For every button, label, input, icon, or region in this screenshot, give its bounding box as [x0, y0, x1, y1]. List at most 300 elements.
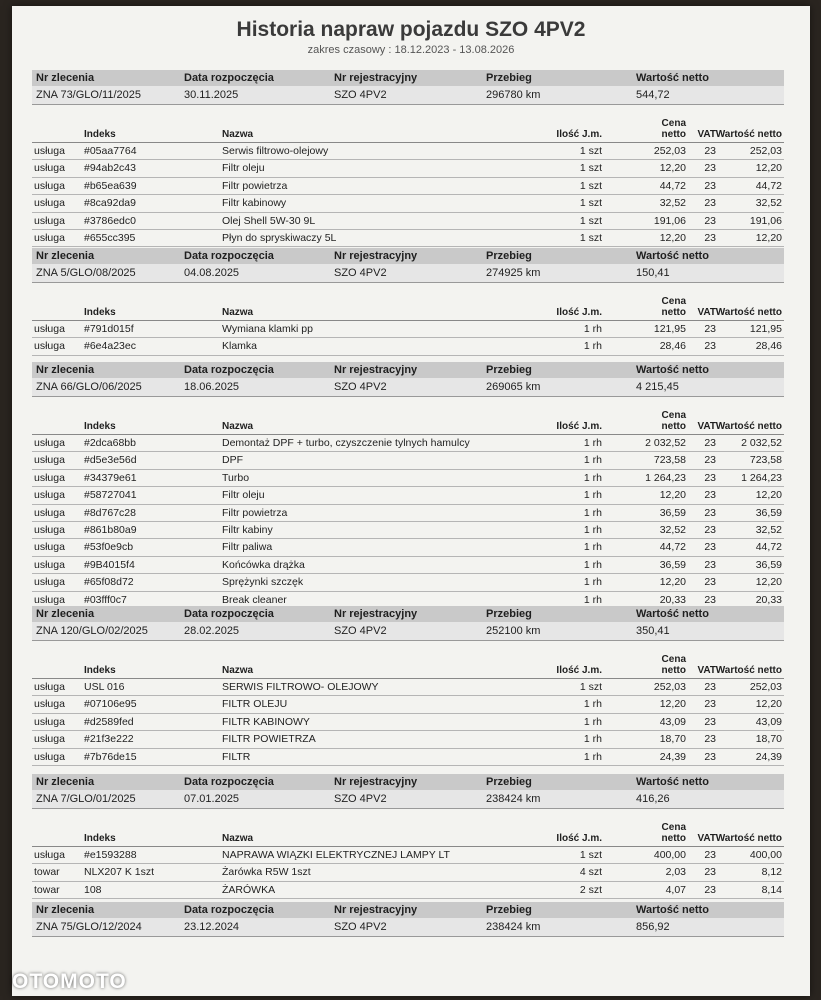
- table-cell: usługa: [34, 437, 65, 449]
- order-mileage: 274925 km: [486, 267, 541, 279]
- table-cell: 23: [704, 231, 716, 244]
- table-cell: ŻARÓWKA: [222, 883, 276, 896]
- order-header-cell: Nr zlecenia: [36, 364, 95, 376]
- items-header-index: Indeks: [84, 307, 116, 318]
- items-header-index: Indeks: [84, 421, 116, 432]
- items-header-name: Nazwa: [222, 307, 254, 318]
- table-cell: Filtr kabinowy: [222, 197, 287, 210]
- table-cell: usługa: [34, 750, 65, 763]
- order-number: ZNA 5/GLO/08/2025: [36, 267, 136, 279]
- table-cell: 1 264,23: [741, 471, 782, 484]
- order-header: [32, 774, 784, 790]
- table-cell: 1 rh: [583, 323, 602, 335]
- repair-order: [32, 70, 784, 244]
- table-cell: #07106e95: [84, 698, 137, 711]
- table-cell: 2 szt: [579, 883, 602, 896]
- table-cell: 8,12: [761, 866, 782, 879]
- table-cell: Demontaż DPF + turbo, czyszczenie tylnych hamulcy: [222, 437, 470, 449]
- table-cell: 400,00: [653, 849, 686, 861]
- order-registration: SZO 4PV2: [334, 921, 387, 933]
- table-cell: #94ab2c43: [84, 162, 136, 175]
- order-header-cell: Nr rejestracyjny: [334, 364, 418, 376]
- table-cell: 43,09: [755, 715, 782, 728]
- table-cell: usługa: [34, 681, 65, 693]
- table-cell: 252,03: [653, 681, 686, 693]
- table-cell: Break cleaner: [222, 593, 287, 606]
- table-cell: 23: [704, 214, 716, 227]
- order-registration: SZO 4PV2: [334, 793, 387, 805]
- table-row: [32, 487, 784, 504]
- table-cell: #861b80a9: [84, 523, 137, 536]
- table-cell: #05aa7764: [84, 145, 137, 157]
- table-cell: 1 szt: [579, 162, 602, 175]
- table-cell: NLX207 K 1szt: [84, 866, 155, 879]
- table-cell: #34379e61: [84, 471, 137, 484]
- table-cell: 121,95: [749, 323, 782, 335]
- items-header-index: Indeks: [84, 833, 116, 844]
- table-cell: 12,20: [659, 162, 686, 175]
- table-cell: 1 rh: [583, 506, 602, 519]
- order-values: [32, 790, 784, 809]
- repair-order: [32, 606, 784, 763]
- items-header-index: Indeks: [84, 129, 116, 140]
- table-cell: 23: [704, 145, 716, 157]
- items-header-vat: VAT: [697, 665, 716, 676]
- table-cell: 4,07: [665, 883, 686, 896]
- order-mileage: 238424 km: [486, 921, 541, 933]
- table-cell: Filtr paliwa: [222, 541, 273, 554]
- repair-order: [32, 902, 784, 937]
- order-values: [32, 378, 784, 397]
- order-date: 23.12.2024: [184, 921, 240, 933]
- table-cell: #e1593288: [84, 849, 137, 861]
- table-cell: 23: [704, 162, 716, 175]
- order-header-cell: Nr rejestracyjny: [334, 250, 418, 262]
- items-header-vat: VAT: [697, 833, 716, 844]
- table-cell: 23: [704, 576, 716, 589]
- table-cell: FILTR KABINOWY: [222, 715, 310, 728]
- items-header: [32, 412, 784, 435]
- table-cell: #65f08d72: [84, 576, 134, 589]
- items-table: [32, 298, 784, 356]
- items-header-vat: VAT: [697, 421, 716, 432]
- table-cell: usługa: [34, 489, 65, 502]
- table-cell: #3786edc0: [84, 214, 136, 227]
- table-cell: 108: [84, 883, 102, 896]
- table-cell: 191,06: [749, 214, 782, 227]
- table-cell: usługa: [34, 471, 65, 484]
- order-header-cell: Wartość netto: [636, 904, 709, 916]
- table-cell: 32,52: [755, 523, 782, 536]
- table-cell: usługa: [34, 576, 65, 589]
- table-cell: 23: [704, 681, 716, 693]
- table-cell: 191,06: [653, 214, 686, 227]
- order-mileage: 252100 km: [486, 625, 541, 637]
- table-cell: 723,58: [653, 454, 686, 467]
- table-cell: 23: [704, 849, 716, 861]
- document-page: [12, 6, 810, 996]
- date-range: zakres czasowy : 18.12.2023 - 13.08.2026: [307, 44, 515, 56]
- table-cell: Filtr oleju: [222, 489, 265, 502]
- table-row: [32, 714, 784, 731]
- table-row: [32, 338, 784, 355]
- table-cell: Filtr kabiny: [222, 523, 273, 536]
- table-cell: 1 rh: [583, 558, 602, 571]
- table-cell: usługa: [34, 214, 65, 227]
- table-row: [32, 574, 784, 591]
- order-mileage: 296780 km: [486, 89, 541, 101]
- table-cell: 20,33: [659, 593, 686, 606]
- repair-order: [32, 248, 784, 353]
- table-cell: Olej Shell 5W-30 9L: [222, 214, 316, 227]
- order-number: ZNA 7/GLO/01/2025: [36, 793, 136, 805]
- table-cell: 23: [704, 733, 716, 746]
- table-cell: 1 rh: [583, 437, 602, 449]
- table-cell: #03fff0c7: [84, 593, 127, 606]
- order-header: [32, 902, 784, 918]
- order-header-cell: Przebieg: [486, 904, 532, 916]
- table-cell: 44,72: [659, 541, 686, 554]
- table-cell: 2,03: [665, 866, 686, 879]
- table-cell: Serwis filtrowo-olejowy: [222, 145, 329, 157]
- order-header-cell: Data rozpoczęcia: [184, 364, 274, 376]
- table-cell: #d2589fed: [84, 715, 134, 728]
- order-mileage: 269065 km: [486, 381, 541, 393]
- items-header-name: Nazwa: [222, 421, 254, 432]
- items-table: [32, 824, 784, 899]
- table-cell: 20,33: [755, 593, 782, 606]
- order-date: 28.02.2025: [184, 625, 240, 637]
- table-cell: #21f3e222: [84, 733, 134, 746]
- order-header-cell: Nr rejestracyjny: [334, 608, 418, 620]
- table-cell: Filtr oleju: [222, 162, 265, 175]
- items-header-name: Nazwa: [222, 665, 254, 676]
- order-header-cell: Data rozpoczęcia: [184, 904, 274, 916]
- table-cell: #655cc395: [84, 231, 136, 244]
- table-cell: #791d015f: [84, 323, 134, 335]
- table-cell: USL 016: [84, 681, 125, 693]
- table-cell: SERWIS FILTROWO- OLEJOWY: [222, 681, 379, 693]
- items-header: [32, 120, 784, 143]
- table-row: [32, 213, 784, 230]
- order-header-cell: Nr zlecenia: [36, 776, 95, 788]
- table-cell: DPF: [222, 454, 243, 467]
- table-cell: 252,03: [749, 145, 782, 157]
- items-header-price: netto: [661, 129, 686, 140]
- table-row: [32, 539, 784, 556]
- table-cell: 24,39: [755, 750, 782, 763]
- table-cell: #53f0e9cb: [84, 541, 134, 554]
- table-cell: 23: [704, 437, 716, 449]
- table-cell: 32,52: [659, 523, 686, 536]
- table-cell: usługa: [34, 593, 65, 606]
- table-row: [32, 749, 784, 766]
- table-cell: Turbo: [222, 471, 250, 484]
- table-cell: usługa: [34, 145, 65, 157]
- table-cell: towar: [34, 883, 60, 896]
- order-value: 150,41: [636, 267, 670, 279]
- table-cell: Żarówka R5W 1szt: [222, 866, 311, 879]
- items-header: [32, 656, 784, 679]
- table-cell: Końcówka drążka: [222, 558, 305, 571]
- table-cell: 1 rh: [583, 750, 602, 763]
- order-header: [32, 606, 784, 622]
- table-cell: 18,70: [659, 733, 686, 746]
- table-cell: usługa: [34, 715, 65, 728]
- order-header-cell: Nr rejestracyjny: [334, 776, 418, 788]
- items-header-vat: VAT: [697, 307, 716, 318]
- order-header-cell: Data rozpoczęcia: [184, 776, 274, 788]
- items-header-total: Wartość netto: [715, 421, 782, 432]
- order-date: 04.08.2025: [184, 267, 240, 279]
- items-header-qty: Ilość J.m.: [556, 421, 602, 432]
- table-cell: #8ca92da9: [84, 197, 136, 210]
- order-date: 18.06.2025: [184, 381, 240, 393]
- table-cell: usługa: [34, 558, 65, 571]
- table-cell: 1 rh: [583, 340, 602, 353]
- items-header: [32, 824, 784, 847]
- table-cell: usługa: [34, 197, 65, 210]
- items-header-price-top: Cena: [661, 822, 686, 833]
- items-header-name: Nazwa: [222, 129, 254, 140]
- order-header-cell: Nr zlecenia: [36, 250, 95, 262]
- order-header-cell: Wartość netto: [636, 364, 709, 376]
- table-cell: 23: [704, 750, 716, 763]
- table-cell: usługa: [34, 162, 65, 175]
- items-table: [32, 120, 784, 247]
- table-row: [32, 557, 784, 574]
- items-header-qty: Ilość J.m.: [556, 665, 602, 676]
- items-header-price: netto: [661, 833, 686, 844]
- table-cell: 1 szt: [579, 681, 602, 693]
- items-header-price: netto: [661, 307, 686, 318]
- table-cell: 32,52: [659, 197, 686, 210]
- table-cell: Filtr powietrza: [222, 506, 288, 519]
- order-header-cell: Wartość netto: [636, 72, 709, 84]
- table-cell: 723,58: [749, 454, 782, 467]
- table-cell: 36,59: [755, 506, 782, 519]
- table-cell: usługa: [34, 454, 65, 467]
- order-header-cell: Data rozpoczęcia: [184, 250, 274, 262]
- table-cell: 2 032,52: [741, 437, 782, 449]
- table-cell: Płyn do spryskiwaczy 5L: [222, 231, 337, 244]
- table-cell: 36,59: [659, 558, 686, 571]
- table-row: [32, 452, 784, 469]
- table-cell: FILTR: [222, 750, 251, 763]
- order-header-cell: Data rozpoczęcia: [184, 72, 274, 84]
- table-cell: 12,20: [755, 576, 782, 589]
- items-header-total: Wartość netto: [715, 665, 782, 676]
- order-header-cell: Nr rejestracyjny: [334, 904, 418, 916]
- table-cell: 12,20: [659, 489, 686, 502]
- table-row: [32, 882, 784, 899]
- table-cell: 1 rh: [583, 698, 602, 711]
- table-cell: 2 032,52: [645, 437, 686, 449]
- table-cell: 121,95: [653, 323, 686, 335]
- table-row: [32, 731, 784, 748]
- table-cell: usługa: [34, 523, 65, 536]
- table-cell: usługa: [34, 849, 65, 861]
- table-cell: 12,20: [755, 231, 782, 244]
- table-cell: 28,46: [755, 340, 782, 353]
- order-header-cell: Przebieg: [486, 608, 532, 620]
- table-cell: 252,03: [653, 145, 686, 157]
- table-cell: 44,72: [659, 179, 686, 192]
- order-header-cell: Wartość netto: [636, 608, 709, 620]
- items-header-qty: Ilość J.m.: [556, 129, 602, 140]
- items-header-price: netto: [661, 665, 686, 676]
- table-cell: Klamka: [222, 340, 258, 353]
- table-cell: #6e4a23ec: [84, 340, 136, 353]
- order-value: 416,26: [636, 793, 670, 805]
- table-cell: 23: [704, 454, 716, 467]
- table-cell: #8d767c28: [84, 506, 136, 519]
- table-cell: 1 szt: [579, 849, 602, 861]
- table-row: [32, 696, 784, 713]
- table-cell: 1 rh: [583, 489, 602, 502]
- items-header-total: Wartość netto: [715, 307, 782, 318]
- table-cell: 12,20: [659, 576, 686, 589]
- table-cell: #9B4015f4: [84, 558, 135, 571]
- table-cell: 1 szt: [579, 179, 602, 192]
- table-cell: towar: [34, 866, 60, 879]
- table-cell: 23: [704, 593, 716, 606]
- table-cell: 1 rh: [583, 541, 602, 554]
- table-cell: Sprężynki szczęk: [222, 576, 304, 589]
- order-number: ZNA 73/GLO/11/2025: [36, 89, 141, 101]
- table-cell: 1 rh: [583, 715, 602, 728]
- table-cell: 23: [704, 523, 716, 536]
- table-row: [32, 505, 784, 522]
- table-row: [32, 160, 784, 177]
- table-cell: 23: [704, 179, 716, 192]
- table-row: [32, 195, 784, 212]
- table-cell: 43,09: [659, 715, 686, 728]
- table-cell: 1 264,23: [645, 471, 686, 484]
- table-cell: 1 rh: [583, 733, 602, 746]
- order-registration: SZO 4PV2: [334, 89, 387, 101]
- table-cell: 1 rh: [583, 454, 602, 467]
- table-row: [32, 230, 784, 247]
- table-row: [32, 470, 784, 487]
- table-cell: 36,59: [755, 558, 782, 571]
- table-cell: 36,59: [659, 506, 686, 519]
- order-number: ZNA 75/GLO/12/2024: [36, 921, 142, 933]
- order-header: [32, 70, 784, 86]
- order-header-cell: Przebieg: [486, 72, 532, 84]
- table-cell: #7b76de15: [84, 750, 137, 763]
- table-row: [32, 864, 784, 881]
- table-cell: Wymiana klamki pp: [222, 323, 313, 335]
- table-cell: 23: [704, 471, 716, 484]
- table-cell: 12,20: [659, 698, 686, 711]
- table-cell: usługa: [34, 506, 65, 519]
- table-cell: 1 szt: [579, 197, 602, 210]
- items-header-price-top: Cena: [661, 410, 686, 421]
- order-header-cell: Wartość netto: [636, 250, 709, 262]
- order-value: 350,41: [636, 625, 670, 637]
- table-row: [32, 679, 784, 696]
- order-number: ZNA 120/GLO/02/2025: [36, 625, 148, 637]
- table-cell: 23: [704, 866, 716, 879]
- table-cell: usługa: [34, 541, 65, 554]
- table-cell: 1 rh: [583, 471, 602, 484]
- order-header-cell: Data rozpoczęcia: [184, 608, 274, 620]
- table-cell: 4 szt: [579, 866, 602, 879]
- table-row: [32, 522, 784, 539]
- order-values: [32, 264, 784, 283]
- repair-order: [32, 774, 784, 896]
- items-header: [32, 298, 784, 321]
- table-cell: usługa: [34, 340, 65, 353]
- items-table: [32, 412, 784, 609]
- items-header-total: Wartość netto: [715, 129, 782, 140]
- order-header: [32, 362, 784, 378]
- table-cell: 12,20: [755, 489, 782, 502]
- order-values: [32, 86, 784, 105]
- table-row: [32, 178, 784, 195]
- table-cell: 1 szt: [579, 231, 602, 244]
- table-cell: 23: [704, 541, 716, 554]
- table-cell: NAPRAWA WIĄZKI ELEKTRYCZNEJ LAMPY LT: [222, 849, 450, 861]
- table-cell: 44,72: [755, 179, 782, 192]
- table-cell: 23: [704, 506, 716, 519]
- table-cell: FILTR OLEJU: [222, 698, 288, 711]
- table-cell: 1 szt: [579, 145, 602, 157]
- table-cell: #58727041: [84, 489, 137, 502]
- items-header-index: Indeks: [84, 665, 116, 676]
- table-cell: 23: [704, 489, 716, 502]
- table-row: [32, 847, 784, 864]
- items-header-qty: Ilość J.m.: [556, 307, 602, 318]
- table-cell: 18,70: [755, 733, 782, 746]
- table-cell: 23: [704, 558, 716, 571]
- table-cell: usługa: [34, 323, 65, 335]
- table-cell: 44,72: [755, 541, 782, 554]
- order-header-cell: Przebieg: [486, 250, 532, 262]
- table-cell: 252,03: [749, 681, 782, 693]
- order-number: ZNA 66/GLO/06/2025: [36, 381, 142, 393]
- items-header-name: Nazwa: [222, 833, 254, 844]
- order-registration: SZO 4PV2: [334, 381, 387, 393]
- table-cell: 1 rh: [583, 523, 602, 536]
- table-cell: 12,20: [755, 162, 782, 175]
- order-registration: SZO 4PV2: [334, 625, 387, 637]
- table-cell: 1 szt: [579, 214, 602, 227]
- table-cell: usługa: [34, 698, 65, 711]
- order-registration: SZO 4PV2: [334, 267, 387, 279]
- items-header-vat: VAT: [697, 129, 716, 140]
- table-cell: usługa: [34, 231, 65, 244]
- order-header-cell: Wartość netto: [636, 776, 709, 788]
- order-date: 30.11.2025: [184, 89, 239, 101]
- order-header-cell: Nr zlecenia: [36, 72, 95, 84]
- table-cell: 23: [704, 323, 716, 335]
- table-cell: 23: [704, 698, 716, 711]
- table-cell: #2dca68bb: [84, 437, 136, 449]
- table-cell: #d5e3e56d: [84, 454, 137, 467]
- items-header-price-top: Cena: [661, 118, 686, 129]
- table-cell: 23: [704, 340, 716, 353]
- order-mileage: 238424 km: [486, 793, 541, 805]
- table-cell: #b65ea639: [84, 179, 137, 192]
- table-cell: Filtr powietrza: [222, 179, 288, 192]
- order-header-cell: Nr zlecenia: [36, 904, 95, 916]
- table-cell: 8,14: [761, 883, 782, 896]
- order-header-cell: Przebieg: [486, 776, 532, 788]
- items-header-price-top: Cena: [661, 654, 686, 665]
- table-cell: 23: [704, 715, 716, 728]
